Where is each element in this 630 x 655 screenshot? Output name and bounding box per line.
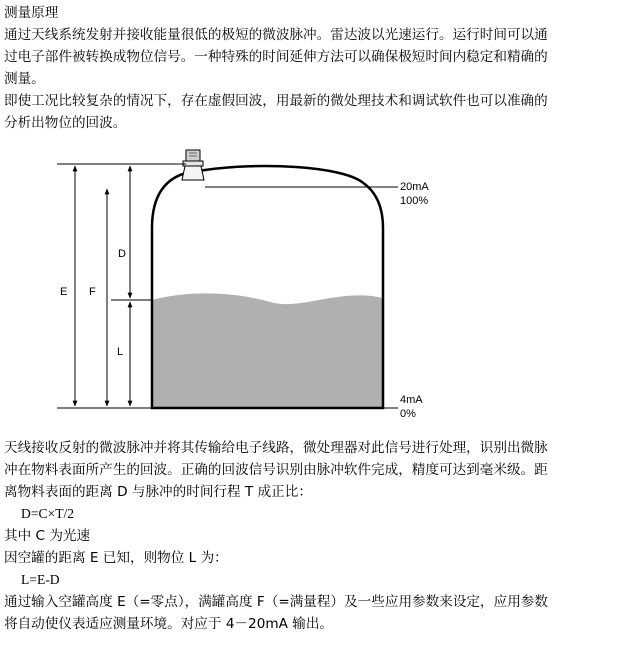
label-l: L — [117, 346, 124, 358]
label-0-percent: 0% — [400, 408, 416, 420]
formula-distance: D=C×T/2 — [21, 506, 75, 521]
label-100-percent: 100% — [400, 195, 429, 207]
label-f: F — [89, 286, 96, 298]
text-line: 将自动使仪表适应测量环境。对应于 4－20mA 输出。 — [4, 616, 334, 632]
intro-section — [4, 2, 586, 134]
text-line: 其中 C 为光速 — [4, 528, 91, 544]
text-line: 天线接收反射的微波脉冲并将其传输给电子线路，微处理器对此信号进行处理，识别出微脉 — [4, 440, 548, 456]
intro-paragraph-1 — [4, 24, 586, 90]
explanation-paragraph — [4, 437, 586, 503]
label-20ma: 20mA — [400, 181, 429, 193]
radar-level-tank-diagram — [0, 140, 630, 430]
intro-paragraph-2 — [4, 90, 586, 134]
liquid-material — [152, 293, 383, 408]
radar-antenna — [182, 150, 204, 180]
text-line: 通过天线系统发射并接收能量很低的极短的微波脉冲。雷达波以光速运行。运行时间可以通 — [4, 27, 548, 43]
setup-paragraph — [4, 591, 586, 635]
text-line: 冲在物料表面所产生的回波。正确的回波信号识别由脉冲软件完成，精度可达到毫米级。距 — [4, 462, 548, 478]
text-line: 因空罐的距离 E 已知，则物位 L 为： — [4, 550, 228, 566]
text-line: 测量。 — [4, 71, 45, 87]
text-line: 离物料表面的距离 D 与脉冲的时间行程 T 成正比： — [4, 484, 312, 500]
label-4ma: 4mA — [400, 394, 423, 406]
text-line: 分析出物位的回波。 — [4, 115, 127, 131]
formula-level: L=E-D — [21, 572, 60, 587]
section-heading: 测量原理 — [4, 5, 59, 21]
explanation-section — [4, 437, 586, 635]
label-d: D — [118, 248, 126, 260]
text-line: 即使工况比较复杂的情况下，存在虚假回波，用最新的微处理技术和调试软件也可以准确的 — [4, 93, 548, 109]
text-line: 过电子部件被转换成物位信号。一种特殊的时间延伸方法可以确保极短时间内稳定和精确的 — [4, 49, 548, 65]
text-line: 通过输入空罐高度 E（=零点），满罐高度 F（=满量程）及一些应用参数来设定，应用参数 — [4, 594, 548, 610]
label-e: E — [60, 286, 68, 298]
